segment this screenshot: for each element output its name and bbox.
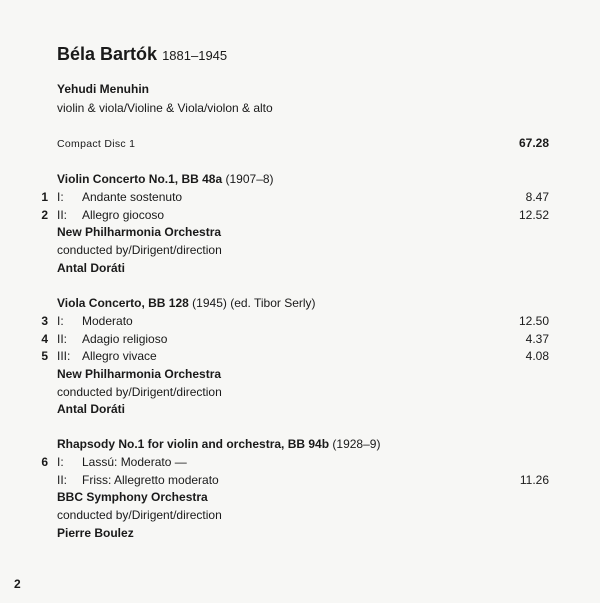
conductor-name: Antal Doráti [57, 402, 126, 416]
movement-title: Adagio religioso [82, 332, 168, 346]
conductor-name: Antal Doráti [57, 261, 126, 275]
movement-duration: 4.37 [525, 332, 549, 346]
movement-duration: 4.08 [525, 349, 549, 363]
work-title [57, 296, 316, 310]
work-date: (1928–9) [332, 437, 381, 451]
work-date: (1945) (ed. Tibor Serly) [192, 296, 316, 310]
conducted-by-label: conducted by/Dirigent/direction [57, 508, 222, 522]
disc-label: Compact Disc 1 [57, 138, 136, 150]
movement-number: I: [57, 455, 64, 469]
performer-instruments: violin & viola/Violine & Viola/violon & alto [57, 101, 273, 115]
movement-title: Lassú: Moderato — [82, 455, 187, 469]
composer-years: 1881–1945 [162, 48, 228, 63]
movement-title: Allegro giocoso [82, 208, 165, 222]
work-title [57, 172, 274, 186]
movement-number: II: [57, 332, 68, 346]
conductor-name: Pierre Boulez [57, 526, 134, 540]
movement-number: II: [57, 473, 68, 487]
composer-heading [57, 44, 227, 65]
movement-title: Moderato [82, 314, 133, 328]
disc-total-time: 67.28 [518, 136, 549, 150]
track-number: 3 [41, 314, 48, 328]
movement-duration: 12.52 [518, 208, 549, 222]
page-number: 2 [14, 577, 21, 591]
performer-name: Yehudi Menuhin [57, 82, 149, 96]
movement-title: Friss: Allegretto moderato [82, 473, 219, 487]
track-number: 6 [41, 455, 48, 469]
movement-title: Andante sostenuto [82, 190, 183, 204]
orchestra-name: New Philharmonia Orchestra [57, 367, 222, 381]
track-number: 5 [41, 349, 48, 363]
movement-number: I: [57, 190, 64, 204]
conducted-by-label: conducted by/Dirigent/direction [57, 385, 222, 399]
movement-duration: 12.50 [518, 314, 549, 328]
orchestra-name: BBC Symphony Orchestra [57, 490, 208, 504]
movement-title: Allegro vivace [82, 349, 157, 363]
movement-number: I: [57, 314, 64, 328]
track-number: 1 [41, 190, 48, 204]
work-title [57, 437, 380, 451]
movement-number: III: [57, 349, 71, 363]
composer-name: Béla Bartók [57, 44, 158, 64]
movement-duration: 11.26 [519, 473, 549, 487]
conducted-by-label: conducted by/Dirigent/direction [57, 243, 222, 257]
work-title-text: Violin Concerto No.1, BB 48a [57, 172, 223, 186]
movement-number: II: [57, 208, 68, 222]
work-date: (1907–8) [225, 172, 274, 186]
work-title-text: Viola Concerto, BB 128 [57, 296, 189, 310]
track-number: 2 [41, 208, 48, 222]
orchestra-name: New Philharmonia Orchestra [57, 225, 222, 239]
work-title-text: Rhapsody No.1 for violin and orchestra, BB 94b [57, 437, 330, 451]
movement-duration: 8.47 [525, 190, 549, 204]
track-number: 4 [41, 332, 48, 346]
